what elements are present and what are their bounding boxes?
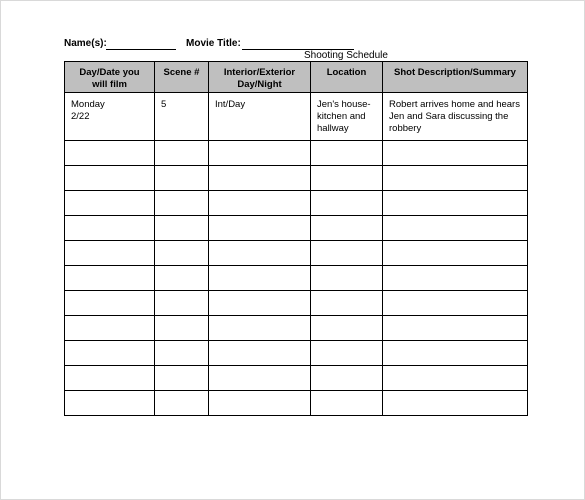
shot-description-cell[interactable] xyxy=(383,366,528,391)
shot-description-cell[interactable] xyxy=(383,141,528,166)
day-date-cell[interactable] xyxy=(65,241,155,266)
shooting-schedule-table xyxy=(64,61,528,416)
location-cell[interactable]: Jen's house- kitchen and hallway xyxy=(311,93,383,141)
location-cell[interactable] xyxy=(311,266,383,291)
day-date-cell[interactable] xyxy=(65,166,155,191)
table-row xyxy=(65,341,528,366)
location-cell[interactable] xyxy=(311,341,383,366)
table-header-row xyxy=(65,62,528,93)
shot-description-cell[interactable] xyxy=(383,216,528,241)
location-cell[interactable] xyxy=(311,191,383,216)
document-title: Shooting Schedule xyxy=(304,50,388,61)
day-date-cell[interactable] xyxy=(65,266,155,291)
day-date-cell[interactable] xyxy=(65,291,155,316)
shot-description-cell[interactable] xyxy=(383,241,528,266)
scene-cell[interactable] xyxy=(155,266,209,291)
day-date-cell[interactable]: Monday 2/22 xyxy=(65,93,155,141)
interior-exterior-cell[interactable] xyxy=(209,366,311,391)
names-label: Name(s): xyxy=(64,38,107,49)
table-row xyxy=(65,191,528,216)
scene-cell[interactable] xyxy=(155,191,209,216)
table-row xyxy=(65,291,528,316)
table-body xyxy=(65,93,528,416)
interior-exterior-cell[interactable] xyxy=(209,266,311,291)
location-cell[interactable] xyxy=(311,291,383,316)
scene-cell[interactable] xyxy=(155,391,209,416)
form-header xyxy=(64,38,534,60)
location-cell[interactable] xyxy=(311,366,383,391)
day-date-cell[interactable] xyxy=(65,341,155,366)
day-date-cell[interactable] xyxy=(65,366,155,391)
interior-exterior-cell[interactable] xyxy=(209,316,311,341)
shot-description-cell[interactable] xyxy=(383,191,528,216)
interior-exterior-cell[interactable] xyxy=(209,191,311,216)
shot-description-cell[interactable] xyxy=(383,291,528,316)
location-cell[interactable] xyxy=(311,316,383,341)
interior-exterior-cell[interactable] xyxy=(209,166,311,191)
day-date-cell[interactable] xyxy=(65,216,155,241)
shot-description-cell[interactable]: Robert arrives home and hears Jen and Sara discussing the robbery xyxy=(383,93,528,141)
location-cell[interactable] xyxy=(311,241,383,266)
table-row xyxy=(65,266,528,291)
interior-exterior-cell[interactable] xyxy=(209,291,311,316)
interior-exterior-cell[interactable] xyxy=(209,141,311,166)
movie-title-label: Movie Title: xyxy=(186,38,241,49)
scene-cell[interactable] xyxy=(155,316,209,341)
column-header-shot-description: Shot Description/Summary xyxy=(383,62,528,93)
scene-cell[interactable] xyxy=(155,166,209,191)
names-field-line xyxy=(106,49,176,50)
location-cell[interactable] xyxy=(311,216,383,241)
table-row xyxy=(65,166,528,191)
table-row xyxy=(65,216,528,241)
location-cell[interactable] xyxy=(311,141,383,166)
scene-cell[interactable] xyxy=(155,141,209,166)
table-row xyxy=(65,93,528,141)
scene-cell[interactable] xyxy=(155,216,209,241)
table-row xyxy=(65,316,528,341)
table-row xyxy=(65,241,528,266)
scene-cell[interactable] xyxy=(155,241,209,266)
table-row xyxy=(65,141,528,166)
day-date-cell[interactable] xyxy=(65,316,155,341)
interior-exterior-cell[interactable] xyxy=(209,391,311,416)
scene-cell[interactable] xyxy=(155,341,209,366)
day-date-cell[interactable] xyxy=(65,191,155,216)
shot-description-cell[interactable] xyxy=(383,341,528,366)
column-header-location: Location xyxy=(311,62,383,93)
shot-description-cell[interactable] xyxy=(383,166,528,191)
shot-description-cell[interactable] xyxy=(383,316,528,341)
interior-exterior-cell[interactable]: Int/Day xyxy=(209,93,311,141)
table-row xyxy=(65,366,528,391)
scene-cell[interactable] xyxy=(155,366,209,391)
column-header-interior-exterior: Interior/Exterior Day/Night xyxy=(209,62,311,93)
location-cell[interactable] xyxy=(311,391,383,416)
interior-exterior-cell[interactable] xyxy=(209,241,311,266)
scene-cell[interactable] xyxy=(155,291,209,316)
location-cell[interactable] xyxy=(311,166,383,191)
shot-description-cell[interactable] xyxy=(383,391,528,416)
scene-cell[interactable]: 5 xyxy=(155,93,209,141)
table-row xyxy=(65,391,528,416)
day-date-cell[interactable] xyxy=(65,391,155,416)
shot-description-cell[interactable] xyxy=(383,266,528,291)
interior-exterior-cell[interactable] xyxy=(209,341,311,366)
day-date-cell[interactable] xyxy=(65,141,155,166)
column-header-day-date: Day/Date you will film xyxy=(65,62,155,93)
interior-exterior-cell[interactable] xyxy=(209,216,311,241)
column-header-scene: Scene # xyxy=(155,62,209,93)
